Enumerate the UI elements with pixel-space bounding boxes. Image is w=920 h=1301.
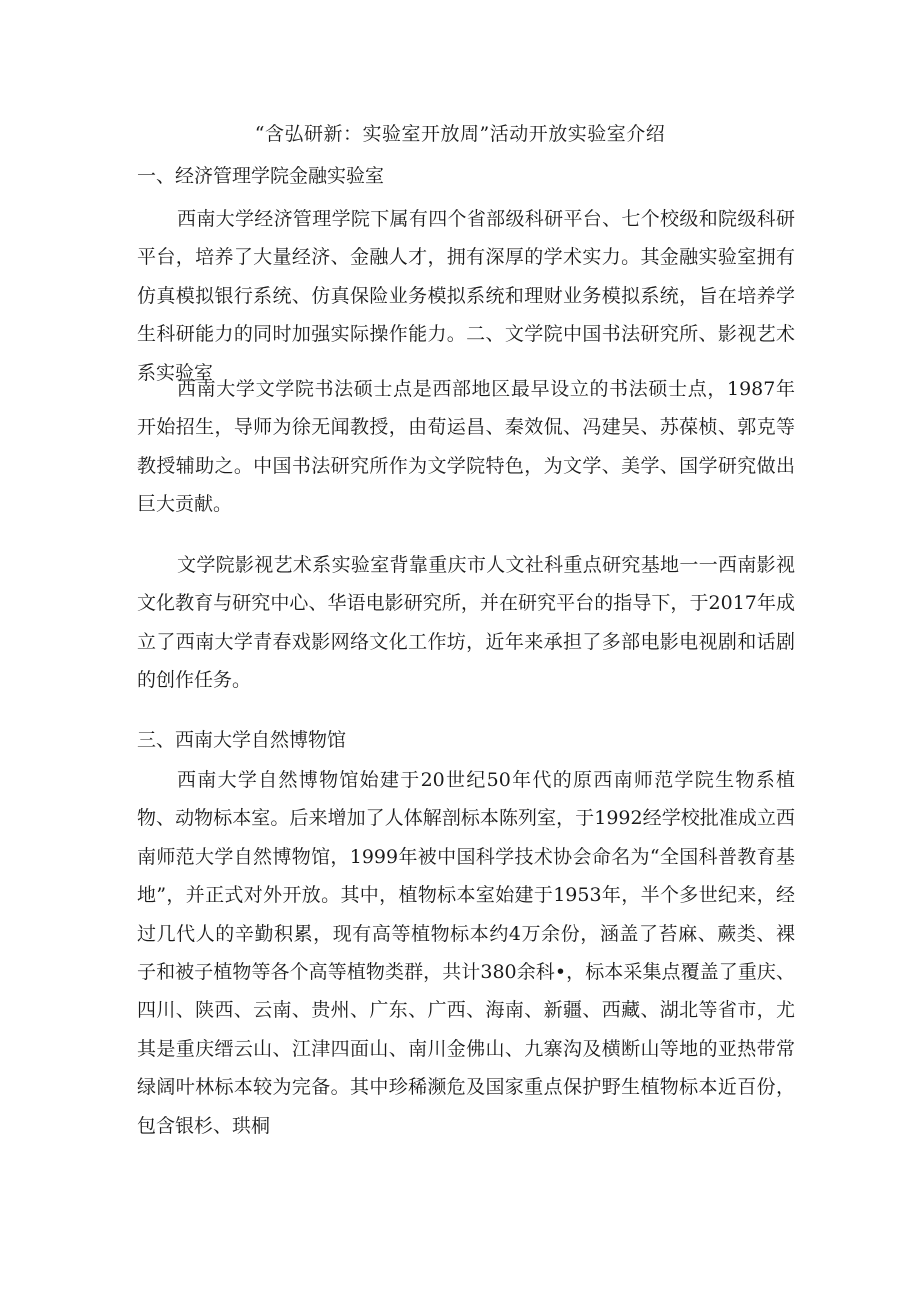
- paragraph-film-lab: 文学院影视艺术系实验室背靠重庆市人文社科重点研究基地一一西南影视文化教育与研究中心、华语电影研究所，并在研究平台的指导下，于2017年成立了西南大学青春戏影网络文化工作坊，近年来承担了多部电影电视剧和话剧的创作任务。: [137, 554, 795, 692]
- section-heading-museum: 三、西南大学自然博物馆: [137, 729, 347, 751]
- paragraph-finance-lab: 西南大学经济管理学院下属有四个省部级科研平台、七个校级和院级科研平台，培养了大量经济、金融人才，拥有深厚的学术实力。其金融实验室拥有仿真模拟银行系统、仿真保险业务模拟系统和理财业务模拟系统，旨在培养学生科研能力的同时加强实际操作能力。二、文学院中国书法研究所、影视艺术系实验室: [137, 208, 795, 384]
- document-title: “含弘研新：实验室开放周”活动开放实验室介绍: [254, 123, 666, 145]
- section-heading-finance-lab: 一、经济管理学院金融实验室: [137, 165, 385, 187]
- paragraph-calligraphy: 西南大学文学院书法硕士点是西部地区最早设立的书法硕士点，1987年开始招生，导师为徐无闻教授，由荀运昌、秦效侃、冯建吴、苏葆桢、郭克等教授辅助之。中国书法研究所作为文学院特色，为文学、美学、国学研究做出巨大贡献。: [137, 378, 795, 516]
- paragraph-museum: 西南大学自然博物馆始建于20世纪50年代的原西南师范学院生物系植物、动物标本室。后来增加了人体解剖标本陈列室，于1992经学校批准成立西南师范大学自然博物馆，1999年被中国科学技术协会命名为“全国科普教育基地”，并正式对外开放。其中，植物标本室始建于1953年，半个多世纪来，经过几代人的辛勤积累，现有高等植物标本约4万余份，涵盖了苔麻、蕨类、裸子和被子植物等各个高等植物类群，共计380余科•，标本采集点覆盖了重庆、四川、陕西、云南、贵州、广东、广西、海南、新疆、西藏、湖北等省市，尤其是重庆缙云山、江津四面山、南川金佛山、九寨沟及横断山等地的亚热带常绿阔叶林标本较为完备。其中珍稀濒危及国家重点保护野生植物标本近百份，包含银杉、珙桐: [137, 769, 795, 1137]
